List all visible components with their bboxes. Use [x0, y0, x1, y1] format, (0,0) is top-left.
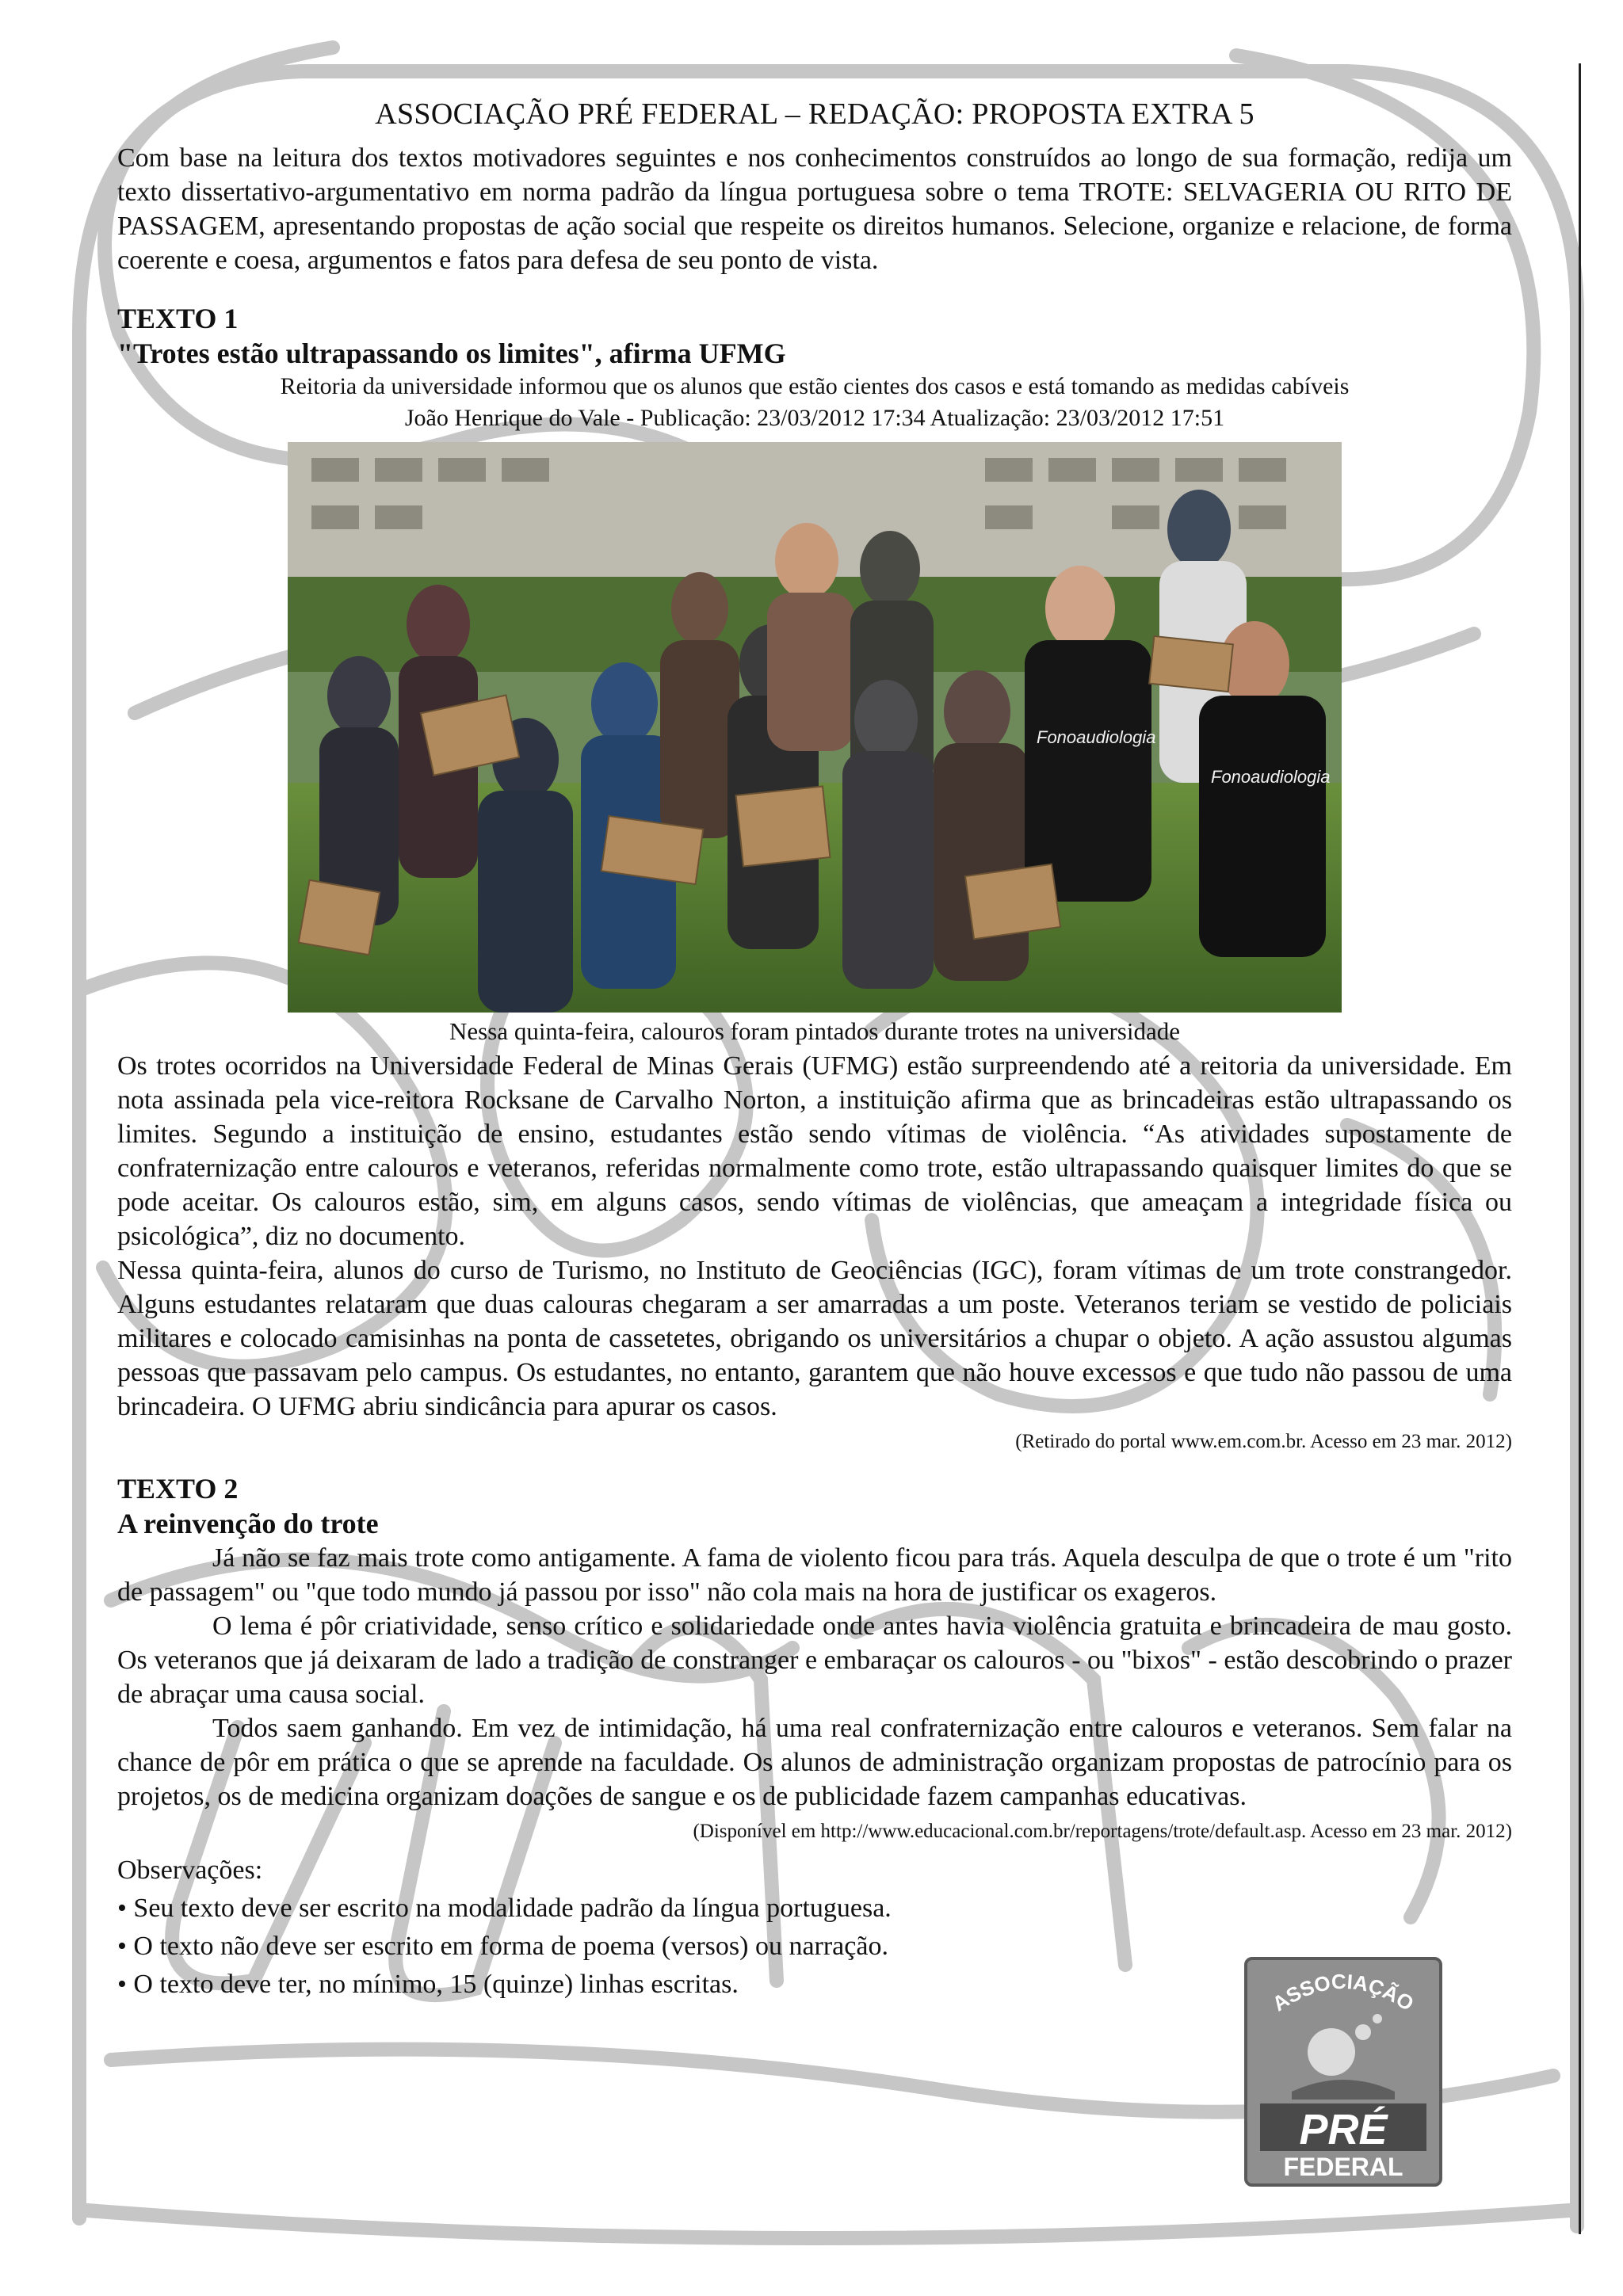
observacao-item-2: • O texto não deve ser escrito em forma de poema (versos) ou narração. [117, 1932, 888, 1961]
texto2-label: TEXTO 2 [117, 1473, 239, 1505]
page-header: ASSOCIAÇÃO PRÉ FEDERAL – REDAÇÃO: PROPOSTA EXTRA 5 [375, 97, 1254, 131]
texto1-paragraph-2: Nessa quinta-feira, alunos do curso de Turismo, no Instituto de Geociências (IGC), foram vítimas de um trote constrangedor. Alguns estudantes relataram que duas calouras chegaram a ser amarradas a um poste. Veteranos teriam se vestido de policiais militares e colocado camisinhas na ponta de cassetetes, obrigando os universitários a chupar o objeto. A ação assustou algumas pessoas que passavam pelo campus. Os estudantes, no entanto, garantem que não houve excessos e que tudo não passou de uma brincadeira. O UFMG abriu sindicância para apurar os casos. [117, 1256, 1512, 1421]
logo-arc-textpath: ASSOCIAÇÃO [1268, 1969, 1419, 2016]
texto1-paragraph-1: Os trotes ocorridos na Universidade Federal de Minas Gerais (UFMG) estão surpreendendo até a reitoria da universidade. Em nota assinada pela vice-reitora Rocksane de Carvalho Norton, a instituição afirma que as brincadeiras estão ultrapassando os limites. Segundo a instituição de ensino, estudantes estão sendo vítimas de violência. “As atividades supostamente de confraternização entre calouros e veteranos, referidas normalmente como trote, estão ultrapassando quaisquer limites do que se pode aceitar. Os calouros estão, sim, em alguns casos, sendo vítimas de violências, que ameaçam a integridade física ou psicológica”, diz no documento. [117, 1051, 1512, 1251]
shirt-print-2: Fonoaudiologia [1211, 767, 1331, 787]
texto1-byline: João Henrique do Vale - Publicação: 23/03/2012 17:34 Atualização: 23/03/2012 17:51 [404, 405, 1225, 431]
texto1-subtitle: Reitoria da universidade informou que os alunos que estão cientes dos casos e está tomando as medidas cabíveis [280, 373, 1350, 399]
observacoes-title: Observações: [117, 1855, 263, 1885]
content-column [117, 93, 1512, 2004]
texto2-source: (Disponível em http://www.educacional.com.br/reportagens/trote/default.asp. Acesso em 23 mar. 2012) [693, 1821, 1512, 1842]
observacao-item-3: • O texto deve ter, no mínimo, 15 (quinze) linhas escritas. [117, 1970, 739, 1999]
intro-paragraph: Com base na leitura dos textos motivadores seguintes e nos conhecimentos construídos ao longo de sua formação, redija um texto dissertativo-argumentativo em norma padrão da língua portuguesa sobre o tema TROTE: SELVAGERIA OU RITO DE PASSAGEM, apresentando propostas de ação social que respeite os direitos humanos. Selecione, organize e relacione, de forma coerente e coesa, argumentos e fatos para defesa de seu ponto de vista. [117, 143, 1512, 275]
logo-main-text: PRÉ [1299, 2106, 1388, 2153]
texto2-paragraph-2: O lema é pôr criatividade, senso crítico e solidariedade onde antes havia violência gratuita e brincadeira de mau gosto. Os veteranos que já deixaram de lado a tradição de constranger e embaraçar os calouros - ou "bixos" - estão descobrindo o prazer de abraçar uma causa social. [117, 1611, 1512, 1709]
news-photo [288, 442, 1342, 1013]
photo-caption: Nessa quinta-feira, calouros foram pintados durante trotes na universidade [449, 1017, 1180, 1045]
photo-illustration [288, 442, 1342, 1013]
texto1-source: (Retirado do portal www.em.com.br. Acesso em 23 mar. 2012) [1015, 1431, 1512, 1452]
shirt-print-1: Fonoaudiologia [1037, 727, 1156, 747]
observacao-item-1: • Seu texto deve ser escrito na modalidade padrão da língua portuguesa. [117, 1894, 892, 1923]
right-margin-line [1579, 63, 1581, 2234]
texto2-paragraph-3: Todos saem ganhando. Em vez de intimidação, há uma real confraternização entre calouros e veteranos. Sem falar na chance de pôr em prática o que se aprende na faculdade. Os alunos de administração organizam propostas de patrocínio para os projetos, os de medicina organizam doações de sangue e os de publicidade fazem campanhas educativas. [117, 1714, 1512, 1811]
texto1-label: TEXTO 1 [117, 303, 239, 334]
logo-sub-text: FEDERAL [1283, 2153, 1403, 2181]
pre-federal-logo [1244, 1957, 1442, 2187]
texto2-headline: A reinvenção do trote [117, 1508, 379, 1539]
texto1-headline: "Trotes estão ultrapassando os limites", afirma UFMG [117, 338, 786, 369]
texto2-paragraph-1: Já não se faz mais trote como antigamente. A fama de violento ficou para trás. Aquela desculpa de que o trote é um "rito de passagem" ou "que todo mundo já passou por isso" não cola mais na hora de justificar os exageros. [117, 1543, 1512, 1607]
